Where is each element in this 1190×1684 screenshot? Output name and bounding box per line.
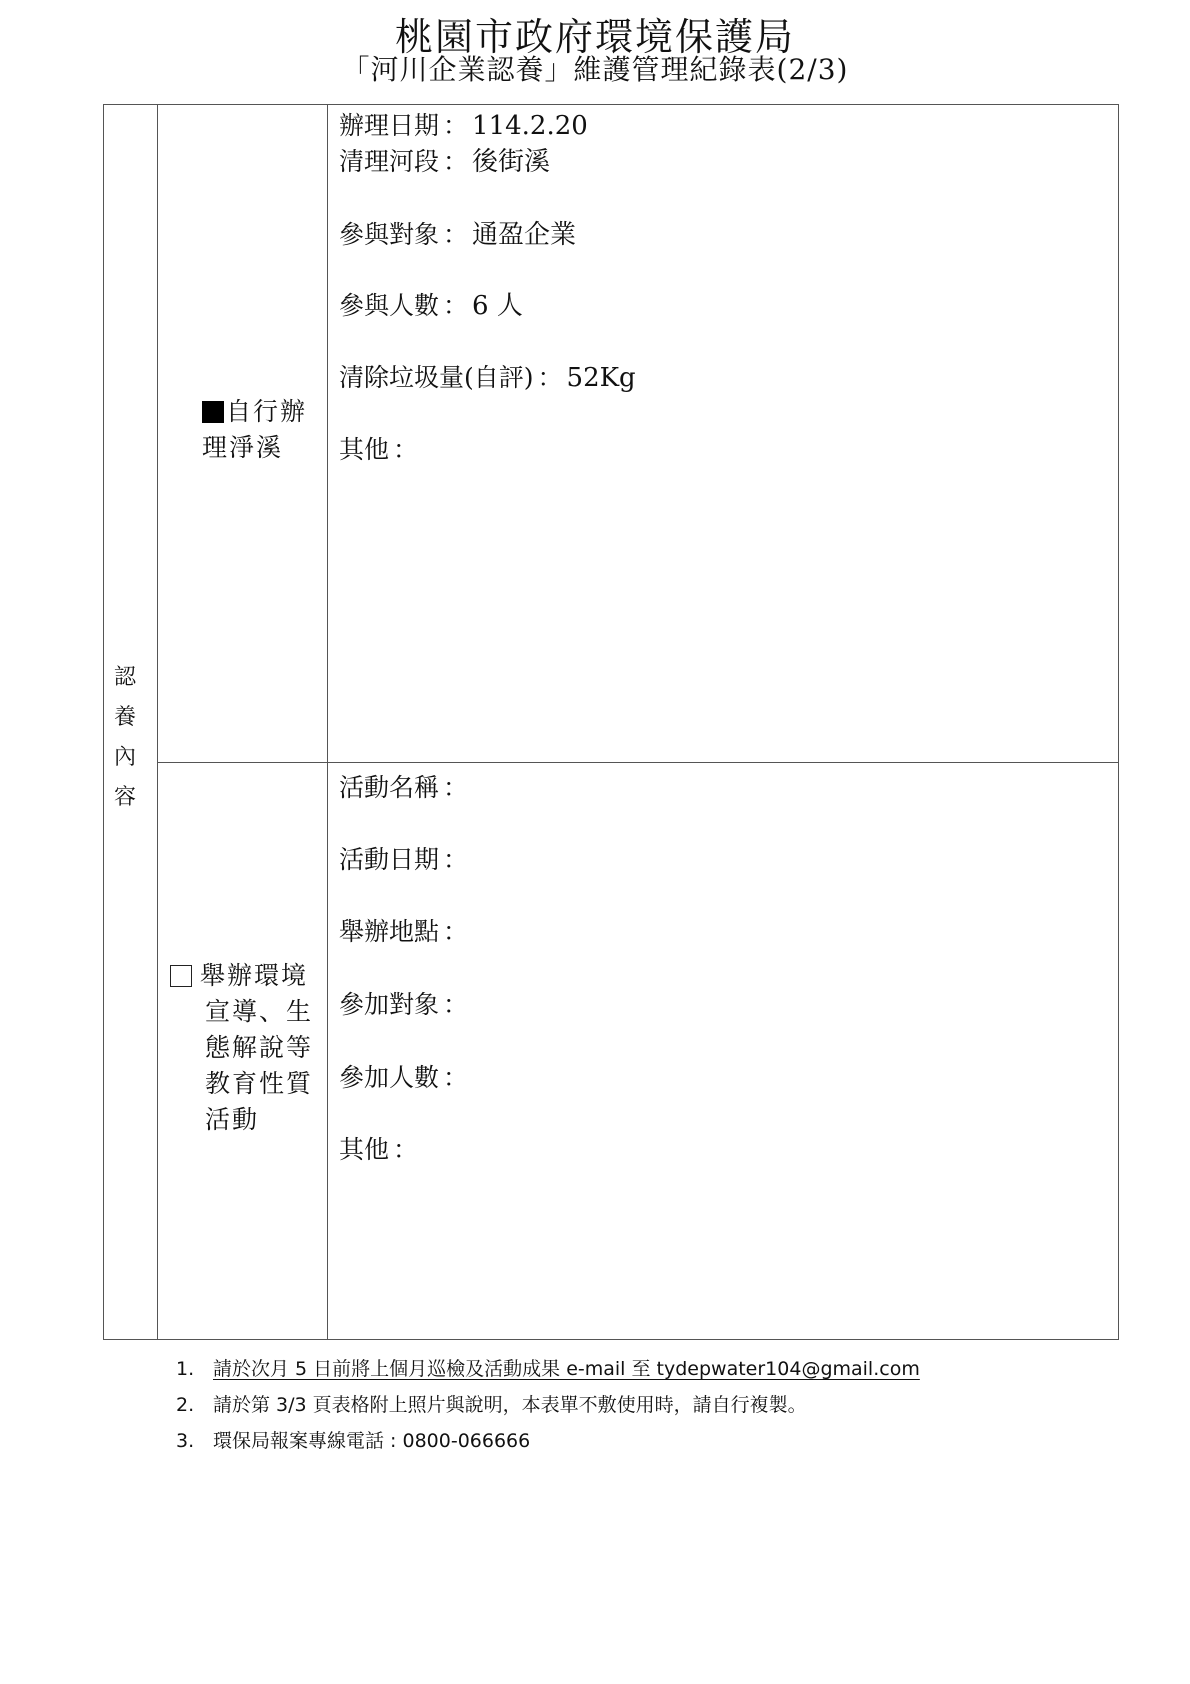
field-label: 辦理日期 bbox=[339, 111, 440, 140]
note-number: 3. bbox=[176, 1430, 195, 1452]
option-education-event-line: 態解說等 bbox=[205, 1033, 314, 1062]
field-event-location: 舉辦地點 ： bbox=[339, 917, 469, 946]
field-value: 114.2.20 bbox=[472, 111, 588, 141]
field-value: 通盈企業 bbox=[472, 220, 577, 250]
field-event-count: 參加人數 ： bbox=[339, 1063, 469, 1092]
option-education-event[interactable] bbox=[170, 958, 322, 1138]
note-item bbox=[176, 1426, 530, 1453]
field-label: 其他 bbox=[339, 435, 390, 464]
page-title: 桃園市政府環境保護局 bbox=[394, 15, 795, 59]
field-river-section: 清理河段 ： 後街溪 bbox=[339, 147, 551, 177]
note-text: 請於第 3/3 頁表格附上照片與說明，本表單不敷使用時，請自行複製。 bbox=[213, 1394, 807, 1416]
note-item bbox=[176, 1390, 807, 1417]
field-label: 參與人數 bbox=[339, 291, 440, 320]
side-label-adoption-content bbox=[110, 658, 140, 818]
field-participants-count: 參與人數 ： 6 人 bbox=[339, 291, 523, 321]
field-event-date: 活動日期 ： bbox=[339, 845, 469, 874]
field-event-other: 其他 ： bbox=[339, 1135, 419, 1164]
field-label: 活動日期 bbox=[339, 845, 440, 874]
field-value: 6 人 bbox=[472, 291, 523, 321]
option-education-event-line: 舉辦環境 bbox=[170, 958, 322, 994]
field-label: 其他 bbox=[339, 1135, 390, 1164]
side-label-char: 內 bbox=[113, 745, 136, 770]
field-handle-date: 辦理日期 ： 114.2.20 bbox=[339, 111, 588, 141]
table-row-divider bbox=[157, 762, 1119, 763]
note-text: 環保局報案專線電話 : 0800-066666 bbox=[213, 1430, 531, 1452]
field-label: 清理河段 bbox=[339, 147, 440, 176]
field-label: 參與對象 bbox=[339, 220, 440, 249]
note-number: 1. bbox=[176, 1358, 195, 1380]
field-participants-target: 參與對象 ： 通盈企業 bbox=[339, 220, 577, 250]
option-self-cleanup[interactable] bbox=[202, 394, 322, 466]
side-label-char: 容 bbox=[113, 785, 136, 810]
checkbox-unchecked-icon[interactable] bbox=[170, 965, 192, 987]
field-label: 舉辦地點 bbox=[339, 917, 440, 946]
note-item bbox=[176, 1354, 920, 1381]
note-number: 2. bbox=[176, 1394, 195, 1416]
table-column-divider-2 bbox=[327, 104, 328, 1340]
field-label: 參加人數 bbox=[339, 1063, 440, 1092]
field-value: 52Kg bbox=[566, 363, 636, 393]
side-label-char: 養 bbox=[113, 705, 136, 730]
field-other: 其他 ： bbox=[339, 435, 419, 464]
table-border-bottom bbox=[103, 1339, 1119, 1340]
table-column-divider-1 bbox=[157, 104, 158, 1340]
page-subtitle: 「河川企業認養」維護管理紀錄表(2/3) bbox=[341, 53, 849, 86]
field-label: 參加對象 bbox=[339, 990, 440, 1019]
field-label: 清除垃圾量(自評) bbox=[339, 363, 534, 392]
table-border-left bbox=[103, 104, 104, 1340]
field-garbage-amount: 清除垃圾量(自評) ： 52Kg bbox=[339, 363, 636, 393]
option-education-event-line: 教育性質 bbox=[205, 1069, 314, 1098]
field-label: 活動名稱 bbox=[339, 773, 440, 802]
checkbox-checked-icon[interactable] bbox=[202, 401, 224, 423]
note-text: 請於次月 5 日前將上個月巡檢及活動成果 e-mail 至 tydepwater104@gmail.com bbox=[213, 1358, 920, 1380]
option-education-event-line: 活動 bbox=[205, 1105, 260, 1134]
table-border-right bbox=[1118, 104, 1119, 1340]
option-education-event-line: 宣導、生 bbox=[205, 997, 314, 1026]
table-border-top bbox=[103, 104, 1119, 105]
field-value: 後街溪 bbox=[472, 147, 551, 177]
side-label-char: 認 bbox=[113, 665, 136, 690]
field-event-target: 參加對象 ： bbox=[339, 990, 469, 1019]
option-self-cleanup-label: 自行辦理淨溪 bbox=[202, 397, 308, 462]
field-event-name: 活動名稱 ： bbox=[339, 773, 469, 802]
